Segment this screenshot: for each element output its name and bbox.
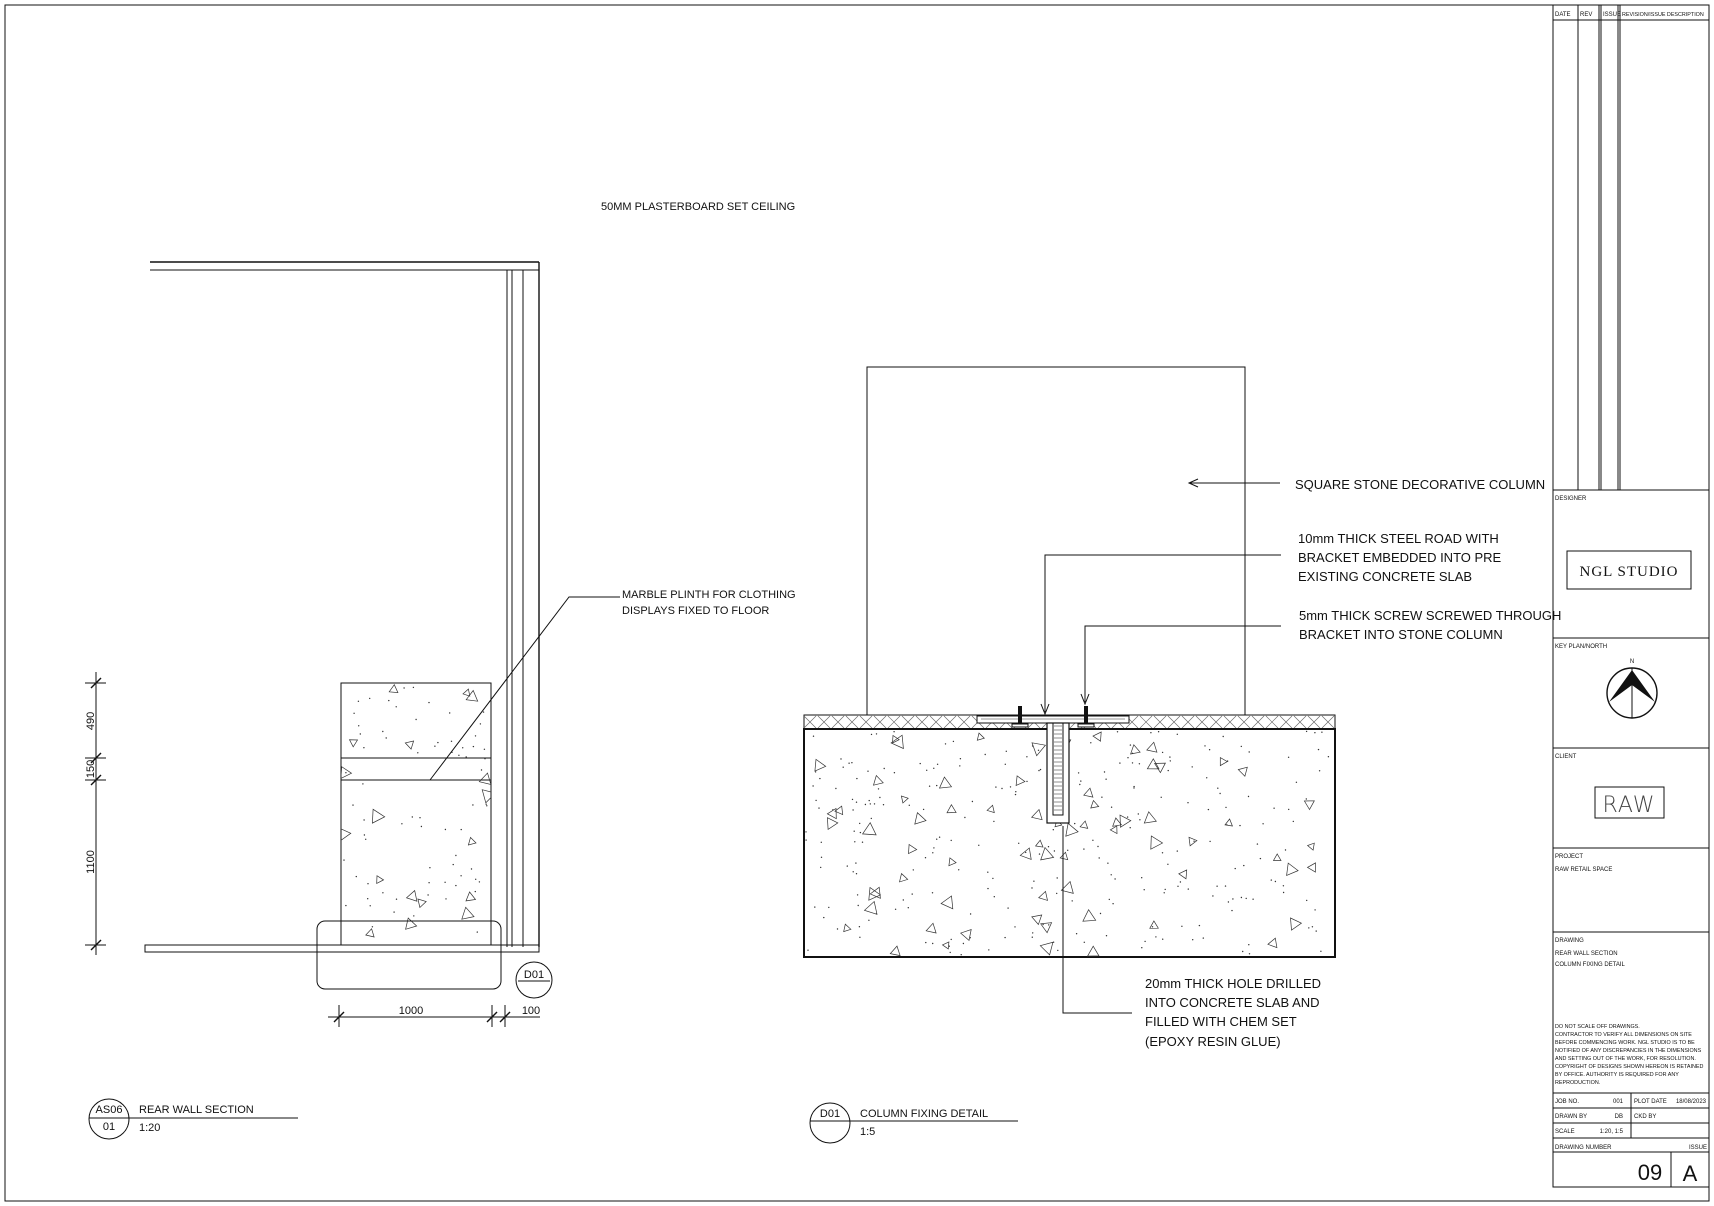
marble-plinth — [341, 683, 491, 945]
rod-note-line2: BRACKET EMBEDDED INTO PRE — [1298, 550, 1502, 565]
vertical-dimensions — [85, 672, 106, 955]
hole-note-line1: 20mm THICK HOLE DRILLED — [1145, 976, 1322, 991]
rev-header-issue: ISSUE — [1603, 12, 1622, 18]
rod-note-line3: EXISTING CONCRETE SLAB — [1298, 569, 1473, 584]
client-logo: RAW — [1602, 793, 1656, 818]
dim-150: 150 — [85, 759, 97, 779]
project-label: PROJECT — [1555, 854, 1584, 860]
drawn-by-value: DB — [1614, 1114, 1623, 1120]
job-no-label: JOB NO. — [1555, 1099, 1580, 1105]
screw-note-line2: BRACKET INTO STONE COLUMN — [1299, 627, 1503, 642]
plinth-note-line2: DISPLAYS FIXED TO FLOOR — [622, 605, 770, 617]
disclaimer-line: BEFORE COMMENCING WORK. NGL STUDIO IS TO BE — [1555, 1040, 1695, 1046]
rev-header-desc: REVISION/ISSUE DESCRIPTION — [1622, 12, 1704, 18]
section-ref-top: AS06 — [95, 1104, 123, 1116]
info-table — [1553, 1093, 1709, 1138]
north-label: N — [1629, 659, 1635, 665]
dim-1100: 1100 — [85, 850, 97, 874]
drawing-line1: REAR WALL SECTION — [1555, 951, 1618, 957]
drawing-label: DRAWING — [1555, 938, 1584, 944]
plinth-note-line1: MARBLE PLINTH FOR CLOTHING — [622, 589, 796, 601]
rev-header-date: DATE — [1555, 12, 1571, 18]
section-title: REAR WALL SECTION — [139, 1104, 254, 1116]
section-view-title — [89, 1099, 298, 1139]
screw-note-line1: 5mm THICK SCREW SCREWED THROUGH — [1299, 608, 1562, 623]
dim-1000: 1000 — [398, 1005, 424, 1017]
hole-note-line3: FILLED WITH CHEM SET — [1145, 1014, 1297, 1029]
drawing-number-label: DRAWING NUMBER — [1555, 1145, 1612, 1151]
column-fixing-detail — [804, 367, 1561, 1143]
section-ref-bottom: 01 — [102, 1121, 116, 1133]
detail-callout-box — [317, 921, 501, 989]
disclaimer-line: REPRODUCTION. — [1555, 1080, 1601, 1086]
plot-date-label: PLOT DATE — [1634, 1099, 1667, 1105]
revision-table — [1553, 5, 1709, 490]
drawn-by-label: DRAWN BY — [1555, 1114, 1588, 1120]
detail-view-title — [810, 1103, 1018, 1143]
designer-label: DESIGNER — [1555, 496, 1587, 502]
rear-wall-section — [85, 201, 796, 1139]
drawing-number: 09 — [1637, 1160, 1663, 1185]
disclaimer-line: DO NOT SCALE OFF DRAWINGS. — [1555, 1024, 1640, 1030]
column-note: SQUARE STONE DECORATIVE COLUMN — [1295, 477, 1546, 492]
hole-note-line2: INTO CONCRETE SLAB AND — [1145, 995, 1320, 1010]
keyplan-label: KEY PLAN/NORTH — [1555, 644, 1608, 650]
client-label: CLIENT — [1555, 754, 1577, 760]
scale-value: 1:20, 1:5 — [1599, 1129, 1623, 1135]
north-arrow-icon — [1607, 659, 1657, 718]
disclaimer-line: CONTRACTOR TO VERIFY ALL DIMENSIONS ON SITE — [1555, 1032, 1692, 1038]
drawing-line2: COLUMN FIXING DETAIL — [1555, 962, 1625, 968]
ceiling-note: 50MM PLASTERBOARD SET CEILING — [601, 201, 796, 213]
detail-title: COLUMN FIXING DETAIL — [860, 1108, 989, 1120]
horizontal-dimensions — [328, 1005, 540, 1027]
detail-ref: D01 — [819, 1108, 841, 1120]
disclaimer-line: COPYRIGHT OF DESIGNS SHOWN HEREON IS RETAINED — [1555, 1064, 1704, 1070]
hole-note-line4: (EPOXY RESIN GLUE) — [1145, 1034, 1281, 1049]
detail-scale: 1:5 — [860, 1126, 876, 1138]
rod-note-line1: 10mm THICK STEEL ROAD WITH — [1298, 531, 1499, 546]
scale-label: SCALE — [1555, 1129, 1575, 1135]
issue-value: A — [1682, 1161, 1698, 1186]
designer-logo: NGL STUDIO — [1579, 564, 1679, 580]
ckd-by-label: CKD BY — [1634, 1114, 1657, 1120]
stone-column — [867, 367, 1245, 715]
plot-date-value: 18/08/2023 — [1675, 1099, 1706, 1105]
project-value: RAW RETAIL SPACE — [1555, 867, 1613, 873]
issue-label: ISSUE — [1688, 1145, 1707, 1151]
disclaimer — [1555, 1024, 1703, 1086]
detail-callout-label: D01 — [523, 969, 545, 981]
job-no-value: 001 — [1612, 1099, 1623, 1105]
title-block — [1553, 5, 1709, 1187]
section-scale: 1:20 — [139, 1122, 161, 1134]
dim-100: 100 — [521, 1005, 541, 1017]
rev-header-rev: REV — [1580, 12, 1593, 18]
drawing-number-box — [1553, 1145, 1709, 1187]
disclaimer-line: NOTIFIED OF ANY DISCREPANCIES IN THE DIMENSIONS — [1555, 1048, 1702, 1054]
sheet-border — [5, 5, 1709, 1201]
disclaimer-line: AND SETTING OUT OF THE WORK, FOR RESOLUTION. — [1555, 1056, 1696, 1062]
dim-490: 490 — [85, 711, 97, 731]
marble-hatch — [340, 685, 496, 937]
disclaimer-line: BY OFFICE. AUTHORITY IS REQUIRED FOR ANY — [1555, 1072, 1679, 1078]
